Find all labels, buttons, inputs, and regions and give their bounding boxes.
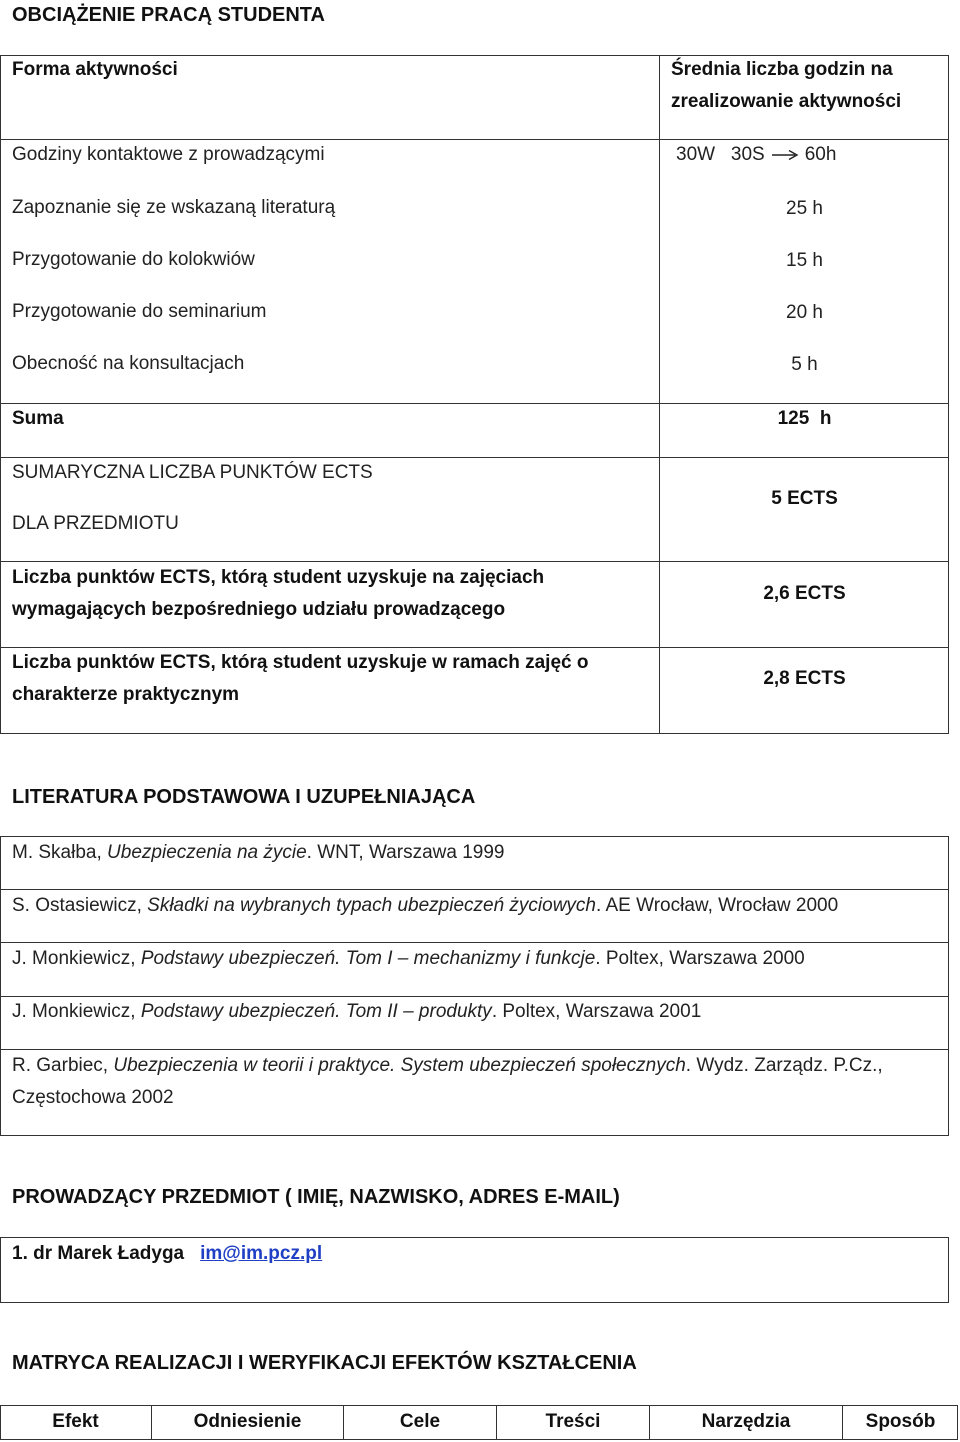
activity-label: Zapoznanie się ze wskazaną literaturą [12, 197, 336, 218]
literature-item-continuation: Częstochowa 2002 [12, 1087, 174, 1108]
literature-author: J. Monkiewicz, [12, 1001, 141, 1022]
literature-author: J. Monkiewicz, [12, 948, 141, 969]
matrix-column-header: Treści [545, 1411, 601, 1432]
literature-item [12, 890, 838, 922]
lecturer-entry [12, 1238, 322, 1270]
activity-value: 5 h [791, 354, 818, 375]
ects-practical-value: 2,8 ECTS [763, 668, 846, 689]
header-avg-hours-line1: Średnia liczba godzin na [671, 59, 893, 80]
literature-item [12, 837, 504, 869]
activity-label: Godziny kontaktowe z prowadzącymi [12, 144, 325, 165]
activity-label: Przygotowanie do seminarium [12, 301, 267, 322]
header-activity-form: Forma aktywności [12, 59, 178, 80]
literature-item [12, 996, 701, 1028]
literature-author: R. Garbiec, [12, 1055, 114, 1076]
literature-publisher: . Wydz. Zarządz. P.Cz., [685, 1055, 883, 1076]
header-avg-hours-line2: zrealizowanie aktywności [671, 91, 902, 112]
contact-hours-breakdown: 30W 30S [676, 144, 765, 165]
matrix-column-header: Narzędzia [701, 1411, 791, 1432]
literature-publisher: . WNT, Warszawa 1999 [306, 842, 505, 863]
literature-author: M. Skałba, [12, 842, 108, 863]
ects-direct-label-line1: Liczba punktów ECTS, którą student uzyskuje na zajęciach [12, 567, 545, 588]
lecturer-name: 1. dr Marek Ładyga [12, 1243, 185, 1264]
literature-book-title: Składki na wybranych typach ubezpieczeń życiowych [147, 895, 596, 916]
lecturer-email-link[interactable]: im@im.pcz.pl [200, 1243, 323, 1264]
literature-title: LITERATURA PODSTAWOWA I UZUPEŁNIAJĄCA [12, 786, 476, 808]
ects-total-label-line2: DLA PRZEDMIOTU [12, 513, 179, 534]
sum-label: Suma [12, 408, 64, 429]
activity-value: 25 h [786, 198, 823, 219]
activity-label: Obecność na konsultacjach [12, 353, 245, 374]
matrix-title: MATRYCA REALIZACJI I WERYFIKACJI EFEKTÓW KSZTAŁCENIA [12, 1352, 637, 1374]
literature-book-title: Podstawy ubezpieczeń. Tom II – produkty [140, 1001, 492, 1022]
literature-author: S. Ostasiewicz, [12, 895, 148, 916]
matrix-column-header: Cele [399, 1411, 441, 1432]
activity-value: 20 h [786, 302, 823, 323]
lecturer-title: PROWADZĄCY PRZEDMIOT ( IMIĘ, NAZWISKO, ADRES E-MAIL) [12, 1186, 620, 1208]
column-divider [659, 55, 660, 734]
literature-item [12, 943, 805, 975]
workload-title: OBCIĄŻENIE PRACĄ STUDENTA [12, 4, 325, 26]
activity-label: Przygotowanie do kolokwiów [12, 249, 255, 270]
activity-value: 15 h [786, 250, 823, 271]
sum-value: 125 h [777, 408, 832, 429]
ects-direct-value: 2,6 ECTS [763, 583, 846, 604]
ects-practical-label-line1: Liczba punktów ECTS, którą student uzyskuje w ramach zajęć o [12, 652, 589, 673]
literature-book-title: Ubezpieczenia w teorii i praktyce. System ubezpieczeń społecznych [113, 1055, 686, 1076]
matrix-column-header: Sposób [865, 1411, 936, 1432]
literature-publisher: . Poltex, Warszawa 2001 [491, 1001, 702, 1022]
arrow-right-icon [771, 139, 799, 171]
activity-value [676, 139, 836, 171]
ects-total-value: 5 ECTS [771, 488, 838, 509]
literature-book-title: Ubezpieczenia na życie [107, 842, 307, 863]
literature-item [12, 1050, 883, 1082]
literature-publisher: . Poltex, Warszawa 2000 [595, 948, 805, 969]
ects-practical-label-line2: charakterze praktycznym [12, 684, 240, 705]
literature-publisher: . AE Wrocław, Wrocław 2000 [596, 895, 839, 916]
literature-book-title: Podstawy ubezpieczeń. Tom I – mechanizmy i funkcje [140, 948, 596, 969]
matrix-column-header: Efekt [52, 1411, 99, 1432]
ects-total-label-line1: SUMARYCZNA LICZBA PUNKTÓW ECTS [12, 462, 373, 483]
contact-hours-total: 60h [804, 144, 837, 165]
matrix-column-header: Odniesienie [193, 1411, 302, 1432]
ects-direct-label-line2: wymagających bezpośredniego udziału prowadzącego [12, 599, 506, 620]
